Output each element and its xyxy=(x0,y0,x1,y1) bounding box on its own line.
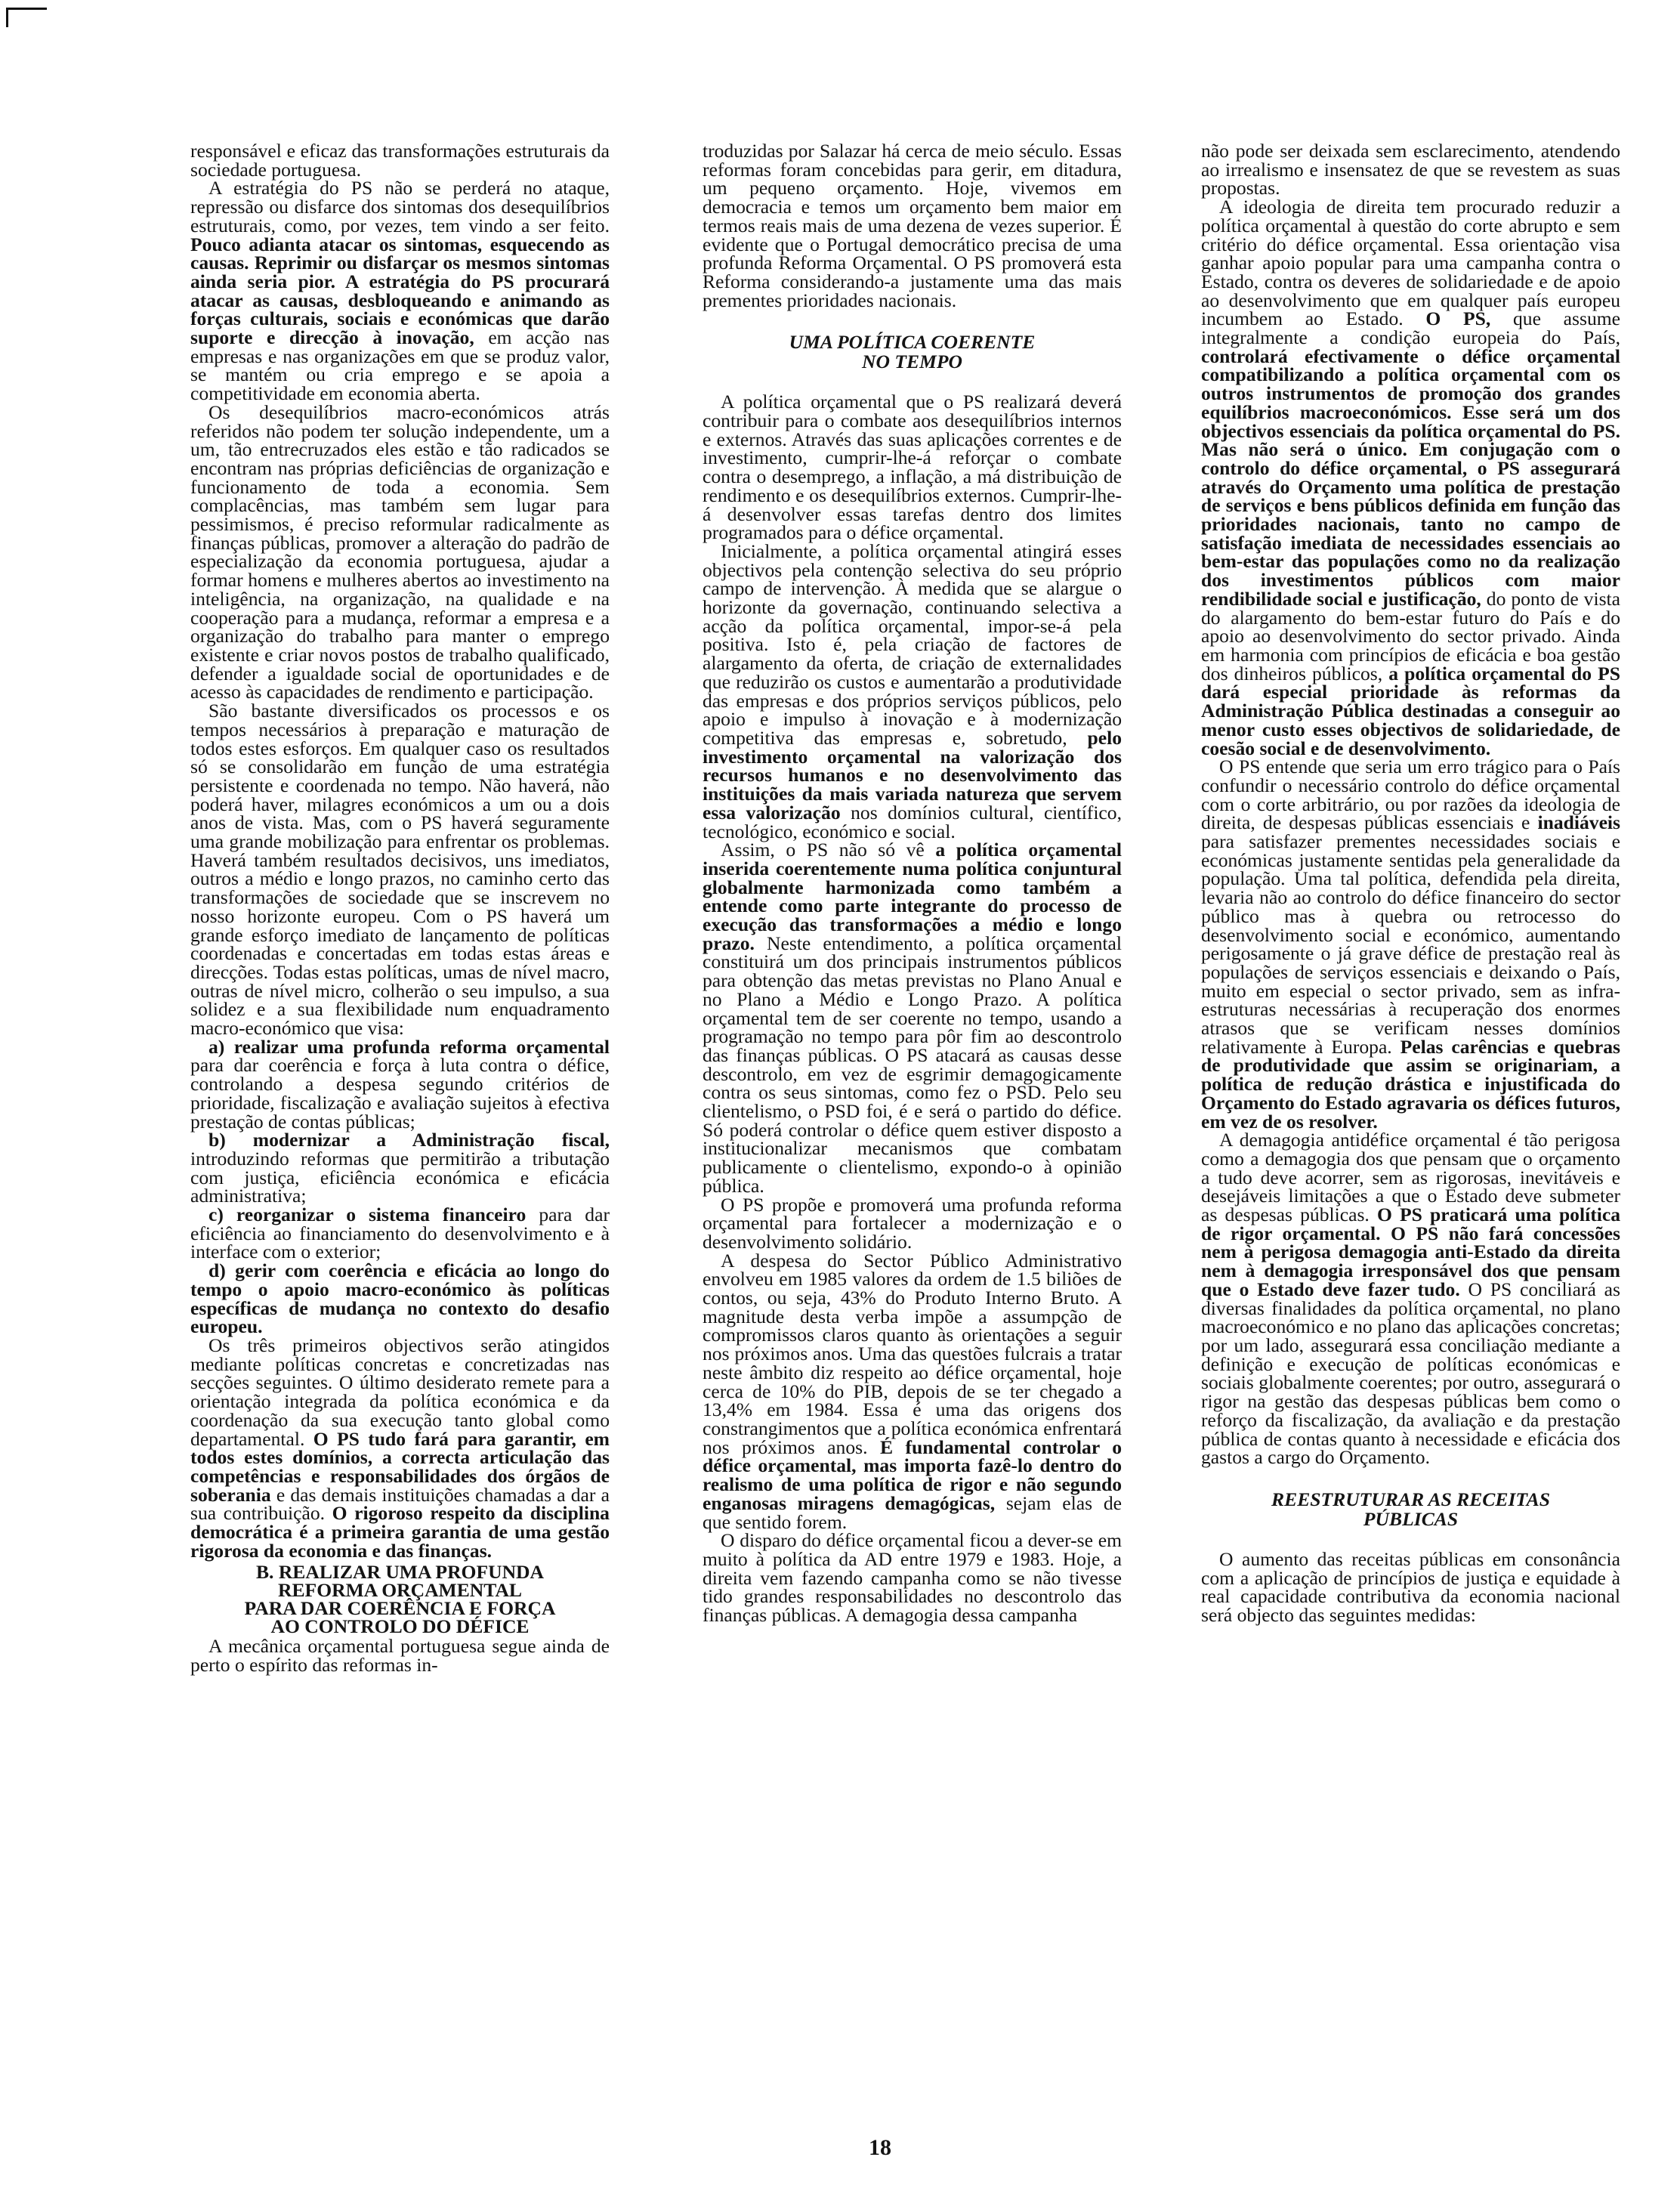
paragraph: A mecânica orçamental portuguesa segue ainda de perto o espírito das reformas in- xyxy=(190,1635,610,1677)
paragraph: O PS entende que seria um erro trágico para o País confundir o necessário controlo do défice orçamental com o corte arbitrário, ou por razões da ideologia de direita, de despesas públicas essenciais e inadiáveis para satisfazer prementes necessidades sociais e económicas justamente sentidas pela generalidade da população. Uma tal política, defendida pela direita, levaria não ao controlo do défice financeiro do sector público mas à quebra ou retrocesso do desenvolvimento social e económico, aumentando perigosamente o já grave défice de prestação real às populações de serviços essenciais e deixando o País, muito em especial o sector privado, sem as infra-estruturas necessárias à recuperação dos enormes atrasos que se verificam nesses domínios relativamente à Europa. Pelas carências e quebras de produtividade que assim se originariam, a política de redução drástica e injustificada do Orçamento do Estado agravaria os défices futuros, em vez de os resolver. xyxy=(1201,756,1620,1133)
paragraph: São bastante diversificados os processos e os tempos necessários à preparação e maturação de todos estes esforços. Em qualquer caso os resultados só se consolidarão em função de uma estratégia persistente e coordenada no tempo. Não haverá, não poderá haver, milagres económicos a um ou a dois anos de vista. Mas, com o PS haverá seguramente uma grande mobilização para enfrentar os problemas. Haverá também resultados decisivos, uns imediatos, outros a médio e longo prazos, no caminho certo das transformações de sociedade que se inscrevem no nosso horizonte europeu. Com o PS haverá um grande esforço imediato de lançamento de políticas coordenadas e concertadas em todas estas áreas e direcções. Todas estas políticas, umas de nível macro, outras de nível micro, colherão o seu impulso, a sua solidez e a sua flexibilidade num enquadramento macro-económico que visa: xyxy=(190,700,610,1040)
paragraph: Os três primeiros objectivos serão atingidos mediante políticas concretas e concretizadas nas secções seguintes. O último desiderato remete para a orientação integrada da política económica e da coordenação da sua execução tanto global como departamental. O PS tudo fará para garantir, em todos estes domínios, a correcta articulação das competências e responsabilidades dos órgãos de soberania e das demais instituições chamadas a dar a sua contribuição. O rigoroso respeito da disciplina democrática é a primeira garantia de uma gestão rigorosa da economia e das finanças. xyxy=(190,1334,610,1562)
section-heading: REESTRUTURAR AS RECEITAS PÚBLICAS xyxy=(1271,1488,1550,1530)
text-column-middle xyxy=(703,142,1122,1625)
section-heading: B. REALIZAR UMA PROFUNDA REFORMA ORÇAMENTAL PARA DAR COERÊNCIA E FORÇA AO CONTROLO DO DÉFICE xyxy=(244,1561,556,1638)
paragraph: A ideologia de direita tem procurado reduzir a política orçamental à questão do corte abrupto e sem critério do défice orçamental. Essa orientação visa ganhar apoio popular para uma campanha contra o Estado, contra os deveres de solidariedade e de apoio ao desenvolvimento que em qualquer país europeu incumbem ao Estado. O PS, que assume integralmente a condição europeia do País, controlará efectivamente o défice orçamental compatibilizando a política orçamental com os outros instrumentos de promoção dos grandes equilíbrios macroeconómicos. Esse será um dos objectivos essenciais da política orçamental do PS. Mas não será o único. Em conjugação com o controlo do défice orçamental, o PS assegurará através do Orçamento uma política de prestação de serviços e bens públicos definida em função das prioridades nacionais, tanto no campo de satisfação imediata de necessidades essenciais ao bem-estar das populações como no da realização dos investimentos públicos com maior rendibilidade social e justificação, do ponto de vista do alargamento do bem-estar futuro do País e do apoio ao desenvolvimento do sector privado. Ainda em harmonia com princípios de eficácia e boa gestão dos dinheiros públicos, a política orçamental do PS dará especial prioridade às reformas da Administração Pública destinadas a conseguir ao menor custo esses objectivos de solidariedade, de coesão social e de desenvolvimento. xyxy=(1201,196,1621,759)
paragraph: O PS propõe e promoverá uma profunda reforma orçamental para fortalecer a modernização e o desenvolvimento solidário. xyxy=(703,1193,1122,1253)
paragraph: A demagogia antidéfice orçamental é tão perigosa como a demagogia dos que pensam que o orçamento a tudo deve acorrer, sem as rigorosas, inevitáveis e desejáveis limitações a que o Estado deve submeter as despesas públicas. O PS praticará uma política de rigor orçamental. O PS não fará concessões nem à perigosa demagogia anti-Estado da direita nem à demagogia irresponsável dos que pensam que o Estado deve fazer tudo. O PS conciliará as diversas finalidades da política orçamental, no plano macroeconómico e no plano das aplicações concretas; por um lado, assegurará essa conciliação mediante a definição e execução de políticas económicas e sociais globalmente coerentes; por outro, assegurará o rigor na gestão das despesas públicas bem como o reforço da fiscalização, da avaliação e da prestação pública de contas quanto à necessidade e eficácia dos gastos a cargo do Orçamento. xyxy=(1201,1129,1621,1469)
list-item: b) modernizar a Administração fiscal, introduzindo reformas que permitirão a tributação com justiça, eficiência económica e eficácia administrativa; xyxy=(190,1129,610,1207)
paragraph: A estratégia do PS não se perderá no ataque, repressão ou disfarce dos sintomas dos desequilíbrios estruturais, como, por vezes, tem vindo a ser feito. Pouco adianta atacar os sintomas, esquecendo as causas. Reprimir ou disfarçar os mesmos sintomas ainda seria pior. A estratégia do PS procurará atacar as causas, desbloqueando e animando as forças culturais, sociais e económicas que darão suporte e direcção à inovação, em acção nas empresas e nas organizações em que se produz valor, se mantém ou cria emprego e se apoia a competitividade em economia aberta. xyxy=(190,177,610,405)
paragraph: Inicialmente, a política orçamental atingirá esses objectivos pela contenção selectiva do seu próprio campo de intervenção. À medida que se alargue o horizonte da governação, continuando selectiva a acção da política orçamental, impor-se-á pela positiva. Isto é, pela criação de factores de alargamento da oferta, de criação de externalidades que reduzirão os custos e aumentarão a produtividade das empresas e dos próprios serviços públicos, pelo apoio e impulso à inovação e à modernização competitiva das empresas e, sobretudo, pelo investimento orçamental na valorização dos recursos humanos e no desenvolvimento das instituições da mais variada natureza que servem essa valorização nos domínios cultural, científico, tecnológico, económico e social. xyxy=(703,539,1122,842)
crop-mark xyxy=(6,8,47,10)
page-number: 18 xyxy=(869,2135,891,2160)
paragraph: A política orçamental que o PS realizará deverá contribuir para o combate aos desequilíbrios internos e externos. Através das suas aplicações correntes e de investimento, cumprir-lhe-á reforçar o combate contra o desemprego, a inflação, a má distribuição de rendimento e os desequilíbrios externos. Cumprir-lhe-á desenvolver essas tarefas dentro dos limites programados para o défice orçamental. xyxy=(703,391,1122,544)
section-heading: UMA POLÍTICA COERENTE NO TEMPO xyxy=(789,331,1036,373)
list-item: a) realizar uma profunda reforma orçamental para dar coerência e força à luta contra o défice, controlando a despesa segundo critérios de prioridade, fiscalização e avaliação sujeitos à efectiva prestação de contas públicas; xyxy=(190,1035,610,1133)
crop-mark-vertical xyxy=(6,8,8,27)
paragraph: Os desequilíbrios macro-económicos atrás referidos não podem ter solução independente, um a um, tão entrecruzados eles estão e tão radicados se encontram nas próprias deficiências de organização e funcionamento de toda a economia. Sem complacências, mas também sem lugar para pessimismos, é preciso reformular radicalmente as finanças públicas, promover a alteração do padrão de especialização da economia portuguesa, ajudar a formar homens e mulheres abertos ao investimento na inteligência, na organização, na qualidade e na cooperação para a mudança, reformar a empresa e a organização do trabalho para manter o emprego existente e criar novos postos de trabalho qualificado, defender a igualdade social de oportunidades e de acesso às capacidades de rendimento e participação. xyxy=(190,400,610,703)
paragraph: troduzidas por Salazar há cerca de meio século. Essas reformas foram concebidas para gerir, em ditadura, um pequeno orçamento. Hoje, vivemos em democracia e temos um orçamento bem maior em termos reais mais de uma dezena de vezes superior. É evidente que o Portugal democrático precisa de uma profunda Reforma Orçamental. O PS promoverá esta Reforma considerando-a justamente uma das mais prementes prioridades nacionais. xyxy=(703,140,1122,311)
paragraph: Assim, o PS não só vê a política orçamental inserida coerentemente numa política conjuntural globalmente harmonizada como também a entende como parte integrante do processo de execução das transformações a médio e longo prazo. Neste entendimento, a política orçamental constituirá um dos principais instrumentos públicos para obtenção das metas previstas no Plano Anual e no Plano a Médio e Longo Prazo. A política orçamental tem de ser coerente no tempo, usando a programação no tempo para pôr fim ao descontrolo das finanças públicas. O PS atacará as causas desse descontrolo, em vez de esgrimir demagogicamente contra os seus sintomas, como fez o PSD. Pelo seu clientelismo, o PSD foi, é e será o partido do défice. Só poderá controlar o défice quem estiver disposto a institucionalizar mecanismos que combatam publicamente o clientelismo, expondo-o à opinião pública. xyxy=(703,839,1123,1197)
text-column-left xyxy=(190,142,610,1675)
paragraph: responsável e eficaz das transformações estruturais da sociedade portuguesa. xyxy=(190,140,610,181)
list-item: c) reorganizar o sistema financeiro para dar eficiência ao financiamento do desenvolvimento e à interface com o exterior; xyxy=(190,1204,610,1263)
text-column-right xyxy=(1201,142,1620,1625)
paragraph: não pode ser deixada sem esclarecimento, atendendo ao irrealismo e insensatez de que se revestem as suas propostas. xyxy=(1201,140,1620,199)
paragraph: O aumento das receitas públicas em consonância com a aplicação de princípios de justiça e equidade à real capacidade contributiva da economia nacional será objecto das seguintes medidas: xyxy=(1201,1547,1620,1627)
list-item: d) gerir com coerência e eficácia ao longo do tempo o apoio macro-económico às políticas específicas de mudança no contexto do desafio europeu. xyxy=(190,1259,610,1338)
paragraph: A despesa do Sector Público Administrativo envolveu em 1985 valores da ordem de 1.5 biliões de contos, ou seja, 43% do Produto Interno Bruto. A magnitude desta verba impõe a assumpção de compromissos claros quanto às orientações a seguir nos próximos anos. Uma das questões fulcrais a tratar neste âmbito diz respeito ao défice orçamental, hoje cerca de 10% do PIB, depois de se ter chegado a 13,4% em 1984. Essa é uma das origens dos constrangimentos que a política económica enfrentará nos próximos anos. É fundamental controlar o défice orçamental, mas importa fazê-lo dentro do realismo de uma política de rigor e não segundo enganosas miragens demagógicas, sejam elas de que sentido forem. xyxy=(703,1249,1122,1533)
paragraph: O disparo do défice orçamental ficou a dever-se em muito à política da AD entre 1979 e 1983. Hoje, a direita vem fazendo campanha como se não tivesse tido grandes responsabilidades no descontrolo das finanças públicas. A demagogia dessa campanha xyxy=(703,1529,1122,1627)
